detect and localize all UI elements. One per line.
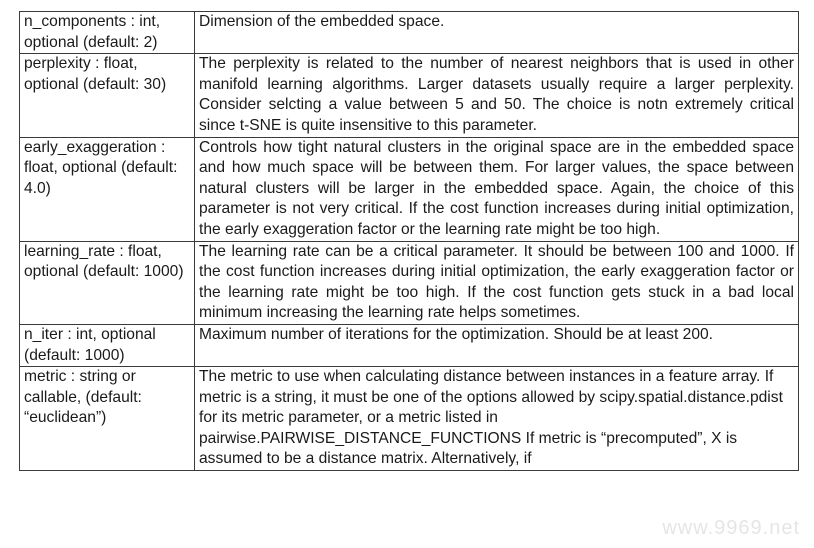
table-row (20, 241, 799, 324)
param-name-cell: perplexity : float, optional (default: 30) (20, 54, 195, 137)
parameter-table (19, 11, 799, 471)
param-name-cell: n_components : int, optional (default: 2) (20, 12, 195, 54)
table-row (20, 324, 799, 366)
param-name-cell: learning_rate : float, optional (default: 1000) (20, 241, 195, 324)
table-row (20, 367, 799, 471)
table-row (20, 137, 799, 241)
param-description-cell: Maximum number of iterations for the optimization. Should be at least 200. (195, 324, 799, 366)
table-row (20, 54, 799, 137)
watermark: www.9969.net (662, 517, 800, 539)
param-description-cell: Controls how tight natural clusters in the original space are in the embedded space and how much space will be between them. For larger values, the space between natural clusters will be larger in the embedded space. Again, the choice of this parameter is not very critical. If the cost function increases during initial optimization, the early exaggeration factor or the learning rate might be too high. (195, 137, 799, 241)
table-row (20, 12, 799, 54)
param-name-cell: metric : string or callable, (default: “euclidean”) (20, 367, 195, 471)
param-description-cell: The metric to use when calculating distance between instances in a feature array. If metric is a string, it must be one of the options allowed by scipy.spatial.distance.pdist for its metric parameter, or a metric listed in pairwise.PAIRWISE_DISTANCE_FUNCTIONS If metric is “precomputed”, X is assumed to be a distance matrix. Alternatively, if (195, 367, 799, 471)
param-description-cell: The learning rate can be a critical parameter. It should be between 100 and 1000. If the cost function increases during initial optimization, the early exaggeration factor or the learning rate might be too high. If the cost function gets stuck in a bad local minimum increasing the learning rate helps sometimes. (195, 241, 799, 324)
param-name-cell: n_iter : int, optional (default: 1000) (20, 324, 195, 366)
param-description-cell: Dimension of the embedded space. (195, 12, 799, 54)
param-name-cell: early_exaggeration : float, optional (default: 4.0) (20, 137, 195, 241)
param-description-cell: The perplexity is related to the number of nearest neighbors that is used in other manifold learning algorithms. Larger datasets usually require a larger perplexity. Consider selcting a value between 5 and 50. The choice is notn extremely critical since t-SNE is quite insensitive to this parameter. (195, 54, 799, 137)
